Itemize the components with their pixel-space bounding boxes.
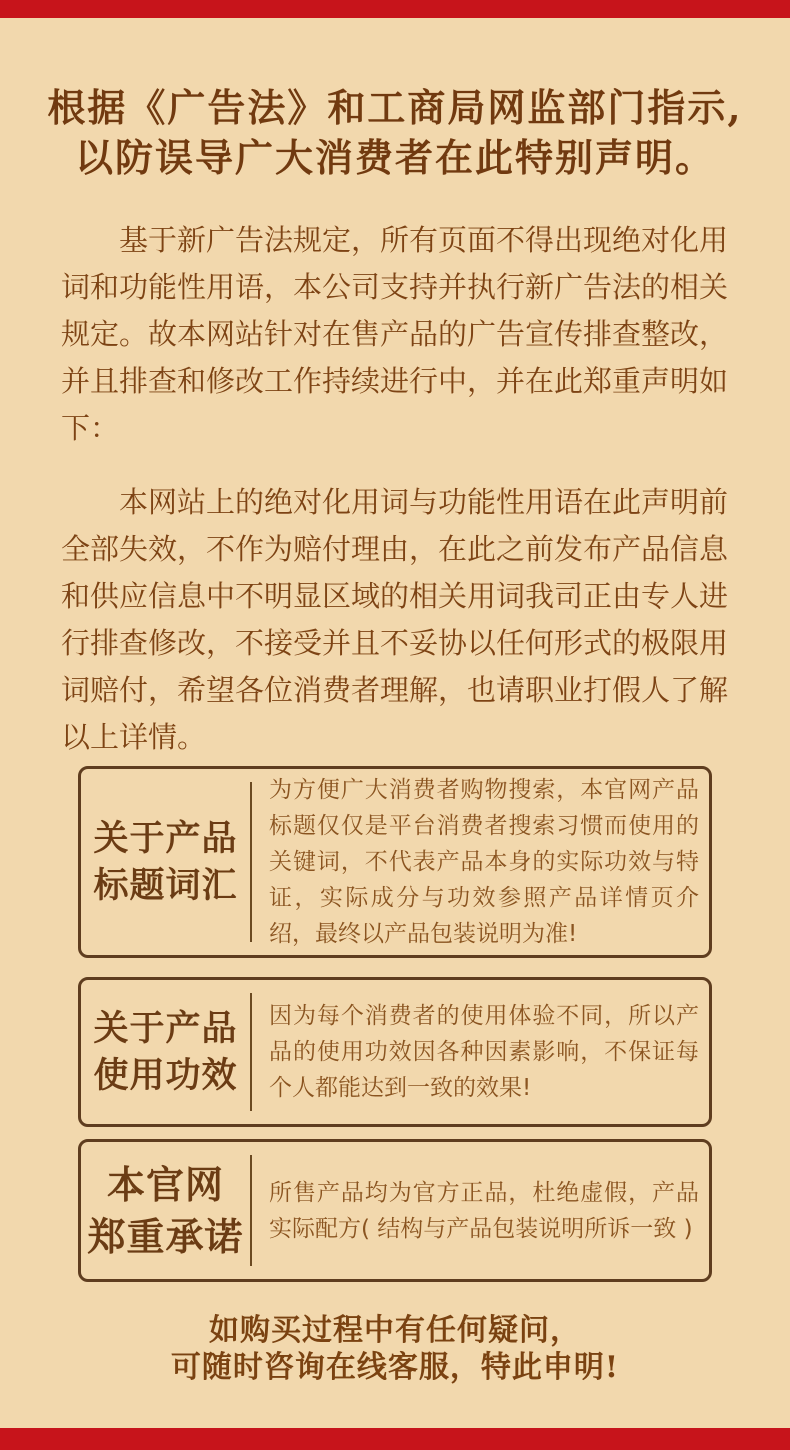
notice-box-official-promise [78, 1139, 712, 1282]
notice-box-title [81, 980, 250, 1124]
notice-box-title-line2: 标题词汇 [93, 865, 238, 906]
notice-box-product-effect [78, 977, 712, 1127]
page-title-line1: 根据《广告法》和工商局网监部门指示, [47, 85, 743, 130]
footer-note-line2: 可随时咨询在线客服，特此申明! [170, 1350, 620, 1385]
notice-box-body-text: 因为每个消费者的使用体验不同，所以产品的使用功效因各种因素影响，不保证每个人都能达到一致的效果! [269, 1003, 699, 1101]
footer-note [0, 1312, 790, 1386]
notice-box-body [252, 980, 709, 1124]
notice-box-title [81, 1142, 250, 1279]
notice-box-title-line2: 使用功效 [93, 1055, 238, 1096]
notice-box-title [81, 769, 250, 955]
statement-text [61, 217, 728, 761]
page-title [0, 83, 790, 183]
notice-box-title-line1: 本官网 [106, 1161, 224, 1207]
bottom-red-bar [0, 1428, 790, 1450]
footer-note-line1: 如购买过程中有任何疑问， [209, 1313, 581, 1348]
notice-box-title-line1: 关于产品 [93, 1008, 238, 1049]
notice-box-body-text: 所售产品均为官方正品，杜绝虚假，产品实际配方( 结构与产品包装说明所诉一致 ) [269, 1179, 699, 1242]
notice-box-product-title [78, 766, 712, 958]
notice-box-title-line1: 关于产品 [93, 818, 238, 859]
page-title-line2: 以防误导广大消费者在此特别声明。 [74, 135, 715, 180]
top-red-bar [0, 0, 790, 18]
notice-box-body [252, 1142, 709, 1279]
notice-box-title-line2: 郑重承诺 [87, 1213, 244, 1259]
notice-box-body [252, 769, 709, 955]
statement-paragraph-2: 本网站上的绝对化用词与功能性用语在此声明前全部失效，不作为赔付理由，在此之前发布产品信息和供应信息中不明显区域的相关用词我司正由专人进行排查修改，不接受并且不妥协以任何形式的极限用词赔付，希望各位消费者理解，也请职业打假人了解以上详情。 [61, 485, 729, 754]
statement-paragraph-1: 基于新广告法规定，所有页面不得出现绝对化用词和功能性用语，本公司支持并执行新广告法的相关规定。故本网站针对在售产品的广告宣传排查整改，并且排查和修改工作持续进行中，并在此郑重声明如下： [61, 223, 729, 445]
notice-box-body-text: 为方便广大消费者购物搜索，本官网产品标题仅仅是平台消费者搜索习惯而使用的关键词，不代表产品本身的实际功效与特证，实际成分与功效参照产品详情页介绍，最终以产品包装说明为准! [269, 777, 699, 947]
